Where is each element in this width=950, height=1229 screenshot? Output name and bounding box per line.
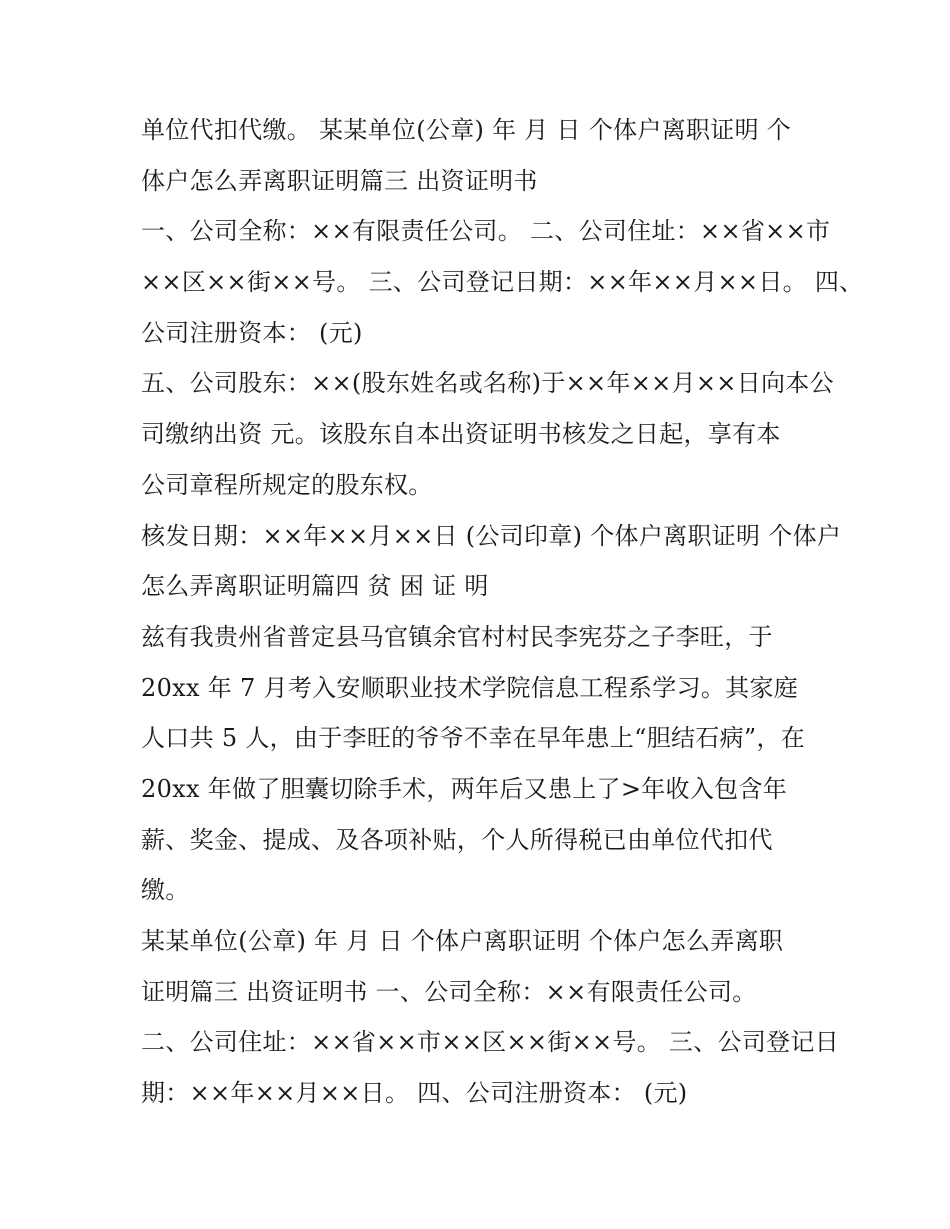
text-line: 缴。 bbox=[141, 876, 190, 905]
text-line: 公司注册资本： (元) bbox=[141, 318, 363, 347]
text-line: 20xx 年 7 月考入安顺职业技术学院信息工程系学习。其家庭 bbox=[141, 673, 799, 702]
text-line: 证明篇三 出资证明书 一、公司全称：××有限责任公司。 bbox=[141, 977, 757, 1006]
text-line: 单位代扣代缴。 某某单位(公章) 年 月 日 个体户离职证明 个 bbox=[141, 116, 792, 144]
text-line: 某某单位(公章) 年 月 日 个体户离职证明 个体户怎么弄离职 bbox=[141, 927, 784, 955]
text-line: 怎么弄离职证明篇四 贫 困 证 明 bbox=[141, 572, 489, 601]
text-line: ××区××街××号。 三、公司登记日期：××年××月××日。 四、 bbox=[141, 268, 864, 297]
text-line: 兹有我贵州省普定县马官镇余官村村民李宪芬之子李旺，于 bbox=[141, 622, 773, 651]
text-line: 20xx 年做了胆囊切除手术，两年后又患上了>年收入包含年 bbox=[141, 774, 788, 803]
document-body bbox=[141, 105, 864, 1119]
text-line: 司缴纳出资 元。该股东自本出资证明书核发之日起，享有本 bbox=[141, 420, 781, 449]
text-line: 一、公司全称：××有限责任公司。 二、公司住址：××省××市 bbox=[141, 217, 831, 246]
text-line: 二、公司住址：××省××市××区××街××号。 三、公司登记日 bbox=[141, 1028, 840, 1057]
text-line: 体户怎么弄离职证明篇三 出资证明书 bbox=[141, 166, 538, 195]
text-line: 公司章程所规定的股东权。 bbox=[141, 470, 433, 499]
text-line: 薪、奖金、提成、及各项补贴，个人所得税已由单位代扣代 bbox=[141, 825, 773, 854]
text-line: 核发日期：××年××月××日 (公司印章) 个体户离职证明 个体户 bbox=[141, 521, 842, 550]
text-line: 五、公司股东：××(股东姓名或名称)于××年××月××日向本公 bbox=[141, 369, 834, 398]
text-line: 人口共 5 人，由于李旺的爷爷不幸在早年患上“胆结石病”，在 bbox=[141, 724, 806, 753]
text-line: 期：××年××月××日。 四、公司注册资本： (元) bbox=[141, 1079, 688, 1108]
